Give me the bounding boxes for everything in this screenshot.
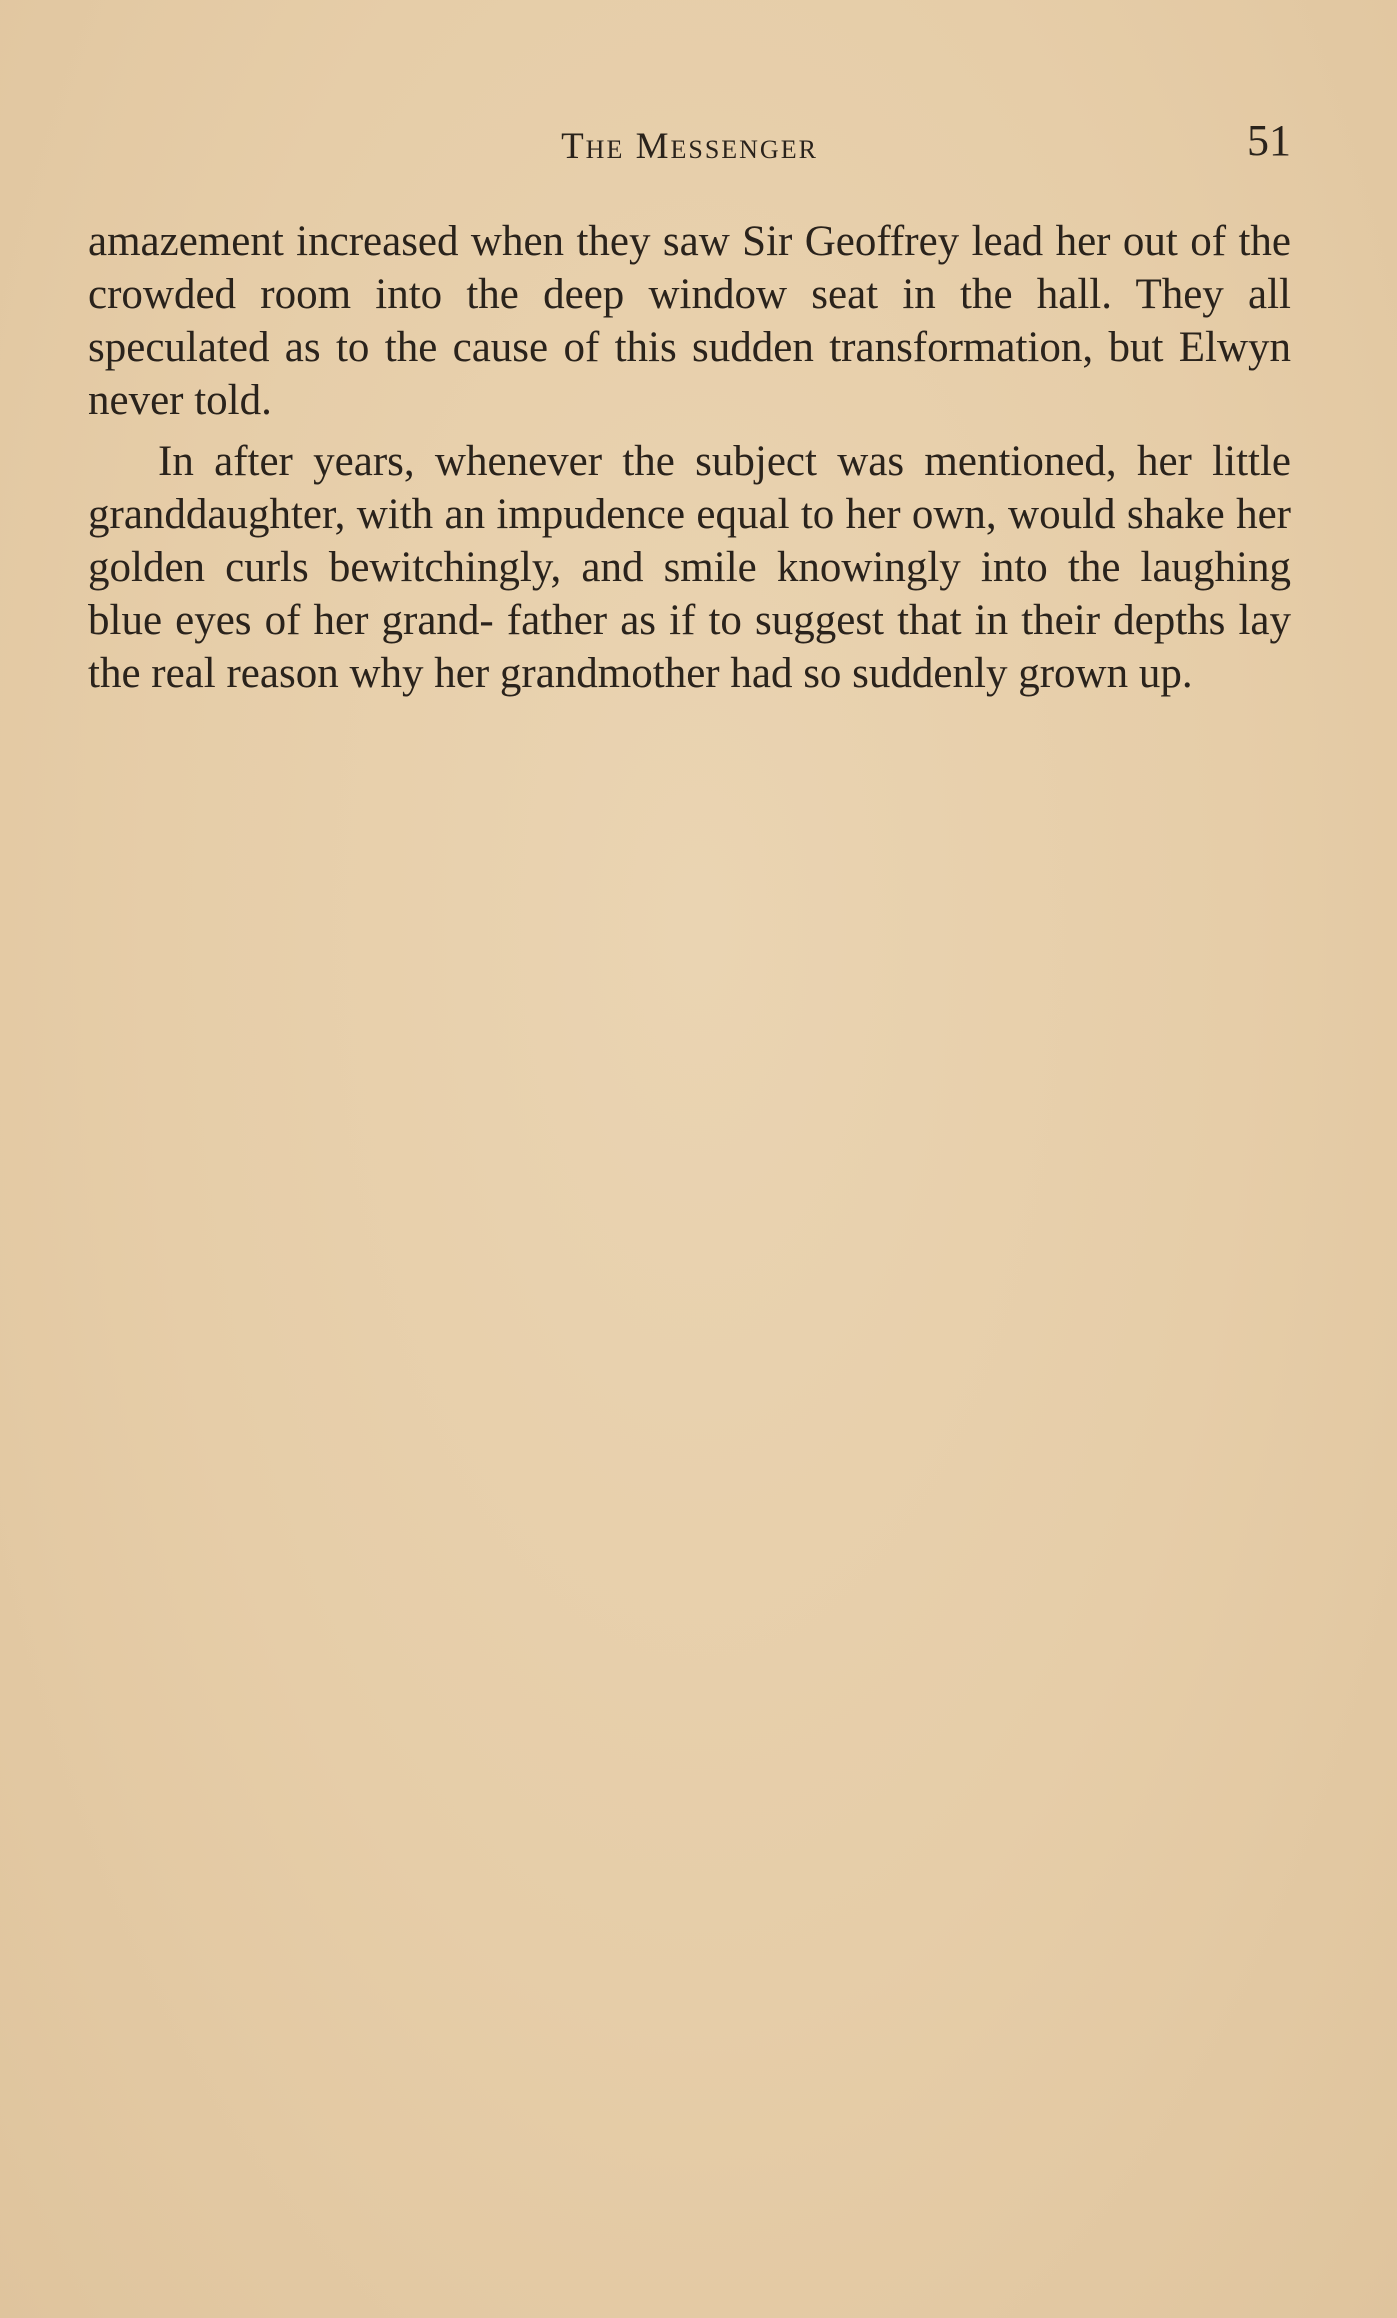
running-title: The Messenger <box>561 126 818 167</box>
page-number: 51 <box>1247 116 1291 165</box>
body-text <box>88 215 1291 708</box>
paragraph: amazement increased when they saw Sir Geoffrey lead her out of the crowded room into the deep window seat in the hall. They all speculated as to the cause of this sudden transformation, but Elwyn never told. <box>88 218 1291 424</box>
paragraph: In after years, whenever the subject was mentioned, her little granddaughter, with an impudence equal to her own, would shake her golden curls bewitchingly, and smile knowingly into the laughing blue eyes of her grand- father as if to suggest that in their depths lay the real reason why her grandmother had so suddenly grown up. <box>88 438 1291 697</box>
running-head <box>88 115 1291 175</box>
